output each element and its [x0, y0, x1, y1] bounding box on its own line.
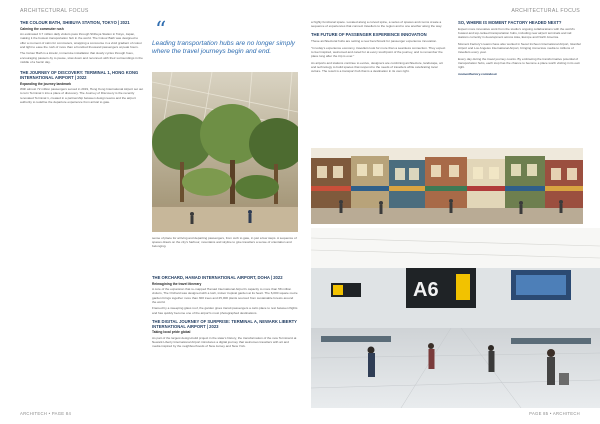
section-subtitle-orchard: Reimagining the travel itinerary — [152, 281, 202, 286]
paragraph: Every day during the travel journey counts. By embracing the transformative potential of transportation hubs, each stop has the chance to become a place worth visiting in its own right. — [458, 56, 581, 69]
paragraph: As part of the largest design-build project in the state's history, the transformation of the new Terminal A at Newark Liberty International Airport introduces a digital journey that welcomes travellers with art and media inspired by the neighbourhoods of New Jersey and New York. — [152, 336, 297, 349]
section-subtitle-journey-of-discovery: Expanding the journey landmark — [20, 81, 72, 86]
paragraph: With almost 72 million passengers served in 2019, Hong Kong International Airport set out to turn Terminal 1 into a place of discovery. The Journey of Discovery is the recently renovated Terminal 1, created in a partnership between design teams and the airport authority to redefine the departure experience from arrival to gate. — [20, 87, 144, 104]
column-4 — [458, 20, 582, 78]
section-subtitle-digital-journey: Taking local pride global — [152, 330, 191, 335]
section-title-whats-next: SO, WHERE IS MOMENT FACTORY HEADED NEXT? — [458, 20, 562, 25]
paragraph: A core of the expansion that re-mapped Hamad International Airport's capacity to more than 58 million visitors, The Orchard was designed with a lush, indoor tropical garden at its heart. The 6,000 square metre garden brings together more than 300 trees and 25,000 plants sourced from sustainable forests around the world. — [152, 287, 298, 304]
storefront-photo — [311, 148, 583, 224]
paragraph: a highly functional space. Located along a curved spine, a series of spaces and rooms create a sequence of experiences that connect travellers to the region and to one another along the way. — [311, 20, 442, 29]
quote-mark-icon: “ — [155, 18, 167, 43]
column-1 — [20, 20, 144, 106]
paragraph: "In today's experience economy, travellers look for more than a seamless connection. They expect to feel inspired, welcomed and cared for at every touchpoint of the journey, and to remember the place long after the trip is over." — [311, 45, 446, 58]
section-title-digital-journey: THE DIGITAL JOURNEY OF SURPRISE: TERMINAL A, NEWARK LIBERTY INTERNATIONAL AIRPORT | 2023 — [152, 318, 297, 329]
pull-quote: Leading transportation hubs are no longer simply where the travel journeys begin and end. — [152, 40, 295, 56]
paragraph: sense of place for arriving and departing passengers, from curb to gate, in just a few steps. A sequence of spaces draws on the city's harbour, mountains and skyline to give travellers a sense of orientation and belonging. — [152, 236, 297, 249]
footer-left: ARCHITECH • PAGE 84 — [20, 411, 72, 416]
footer-right: PAGE 85 • ARCHITECH — [529, 411, 580, 416]
section-title-journey-of-discovery: THE JOURNEY OF DISCOVERY: TERMINAL 1, HONG KONG INTERNATIONAL AIRPORT | 2022 — [20, 70, 139, 81]
about-link[interactable]: momentfactory.com/about — [458, 71, 497, 76]
section-title-colour-bath: THE COLOUR BATH, SHIBUYA STATION, TOKYO | 2021 — [20, 20, 130, 25]
section-title-future: THE FUTURE OF PASSENGER EXPERIENCE INNOVATION — [311, 32, 427, 38]
airport-terminal-photo — [311, 228, 600, 408]
header-left: ARCHITECTURAL FOCUS — [20, 8, 89, 14]
paragraph: Moment Factory's teams have also worked in Seoul Incheon International Airport, Istanbul Airport and Los Angeles International Airport, bringing immersive media to millions of travellers every year. — [458, 41, 581, 54]
paragraph: The Colour Bath is a kinetic, immersive installation that slowly cycles through hues, encouraging passers-by to pause, slow down and reconnect with their surroundings in the middle of a hectic day. — [20, 51, 143, 64]
column-2 — [152, 275, 298, 351]
section-subtitle-colour-bath: Calming the commuter rush — [20, 26, 64, 31]
header-right: ARCHITECTURAL FOCUS — [511, 8, 580, 14]
paragraph: Framed by a sweeping glass roof, the garden gives transit passengers a calm place to rest between flights and has quickly become one of the airport's most photographed destinations. — [152, 306, 298, 315]
paragraph: These architectural hubs are setting a new benchmark for passenger experience innovation. — [311, 38, 438, 43]
paragraph: An estimated 3.7 million daily visitors pass through Shibuya Station in Tokyo, Japan, making it the busiest transportation hub in the world. The Colour Bath was designed to offer a moment of calm for commuters, wrapping a concourse in a vivid gradient of colour and light to ease the rush of more than a hundred thousand passengers at peak hours. — [20, 32, 142, 49]
column-3 — [311, 20, 447, 76]
paragraph: As airports and stations continue to evolve, designers are combining architecture, landscape, art and technology to build spaces that respond to the needs of travellers while celebrating local culture. The result is a transport hub that is a destination in its own right. — [311, 60, 443, 73]
section-title-orchard: THE ORCHARD, HAMAD INTERNATIONAL AIRPORT, DOHA | 2022 — [152, 275, 283, 280]
paragraph: Expect more innovative work from the studio's ongoing collaborations with the world's busiest and top-ranked transportation hubs, including new airport terminals and rail stations currently in development across Asia, Europe and North America. — [458, 26, 575, 39]
column-2-upper — [152, 236, 298, 251]
orchard-garden-photo — [152, 72, 298, 232]
svg-text:A6: A6 — [413, 279, 439, 301]
